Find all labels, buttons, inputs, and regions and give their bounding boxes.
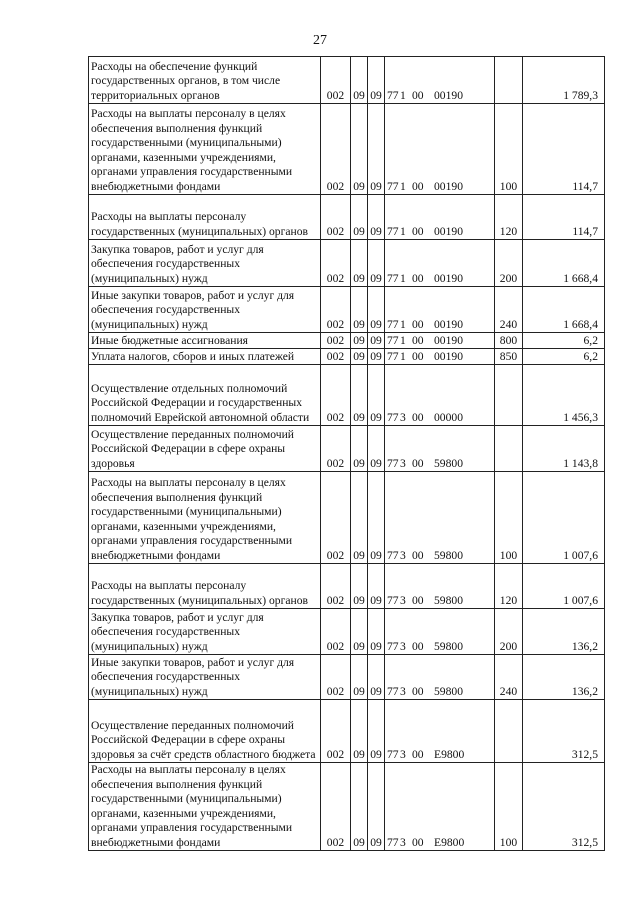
cs-part-b: 1: [400, 333, 406, 347]
row-pr: 09: [368, 195, 385, 240]
table-row: [89, 609, 605, 655]
cs-part-d: 00000: [434, 410, 463, 424]
row-cs: [385, 472, 495, 564]
row-amount: 136,2: [523, 609, 605, 655]
row-rz: 09: [351, 195, 368, 240]
cs-part-a: 77: [387, 548, 399, 562]
row-rz: 09: [351, 655, 368, 700]
row-cs: [385, 104, 495, 195]
cs-part-a: 77: [387, 317, 399, 331]
row-grbs: 002: [321, 472, 351, 564]
row-name: Расходы на обеспечение функций государственных органов, в том числе территориальных органов: [89, 57, 321, 104]
row-vr: 200: [495, 240, 523, 287]
row-cs: [385, 333, 495, 349]
table-row: [89, 700, 605, 763]
row-name: Осуществление переданных полномочий Российской Федерации в сфере охраны здоровья: [89, 426, 321, 472]
row-rz: 09: [351, 333, 368, 349]
row-pr: 09: [368, 240, 385, 287]
row-vr: 240: [495, 287, 523, 333]
row-grbs: 002: [321, 655, 351, 700]
table-row: [89, 564, 605, 609]
row-grbs: 002: [321, 57, 351, 104]
cs-part-d: 00190: [434, 88, 463, 102]
table-row: [89, 57, 605, 104]
row-grbs: 002: [321, 240, 351, 287]
cs-part-c: 00: [412, 548, 424, 562]
row-grbs: 002: [321, 349, 351, 365]
row-cs: [385, 195, 495, 240]
row-grbs: 002: [321, 287, 351, 333]
row-vr: 120: [495, 564, 523, 609]
row-cs: [385, 564, 495, 609]
row-cs: [385, 349, 495, 365]
cs-part-c: 00: [412, 684, 424, 698]
cs-part-a: 77: [387, 88, 399, 102]
cs-part-b: 3: [400, 456, 406, 470]
cs-part-d: 00190: [434, 349, 463, 363]
row-grbs: 002: [321, 104, 351, 195]
row-name: Уплата налогов, сборов и иных платежей: [89, 349, 321, 365]
row-amount: 1 007,6: [523, 472, 605, 564]
row-pr: 09: [368, 104, 385, 195]
row-cs: [385, 240, 495, 287]
cs-part-a: 77: [387, 333, 399, 347]
cs-part-a: 77: [387, 593, 399, 607]
table-row: [89, 426, 605, 472]
row-name: Расходы на выплаты персоналу в целях обеспечения выполнения функций государственными (муниципальными) органами, казенными учреждениями, органами управления государственными внебюджетными фондами: [89, 763, 321, 851]
table-row: [89, 349, 605, 365]
cs-part-c: 00: [412, 456, 424, 470]
row-rz: 09: [351, 240, 368, 287]
row-grbs: 002: [321, 763, 351, 851]
row-rz: 09: [351, 472, 368, 564]
table-row: [89, 763, 605, 851]
cs-part-a: 77: [387, 224, 399, 238]
row-rz: 09: [351, 104, 368, 195]
row-rz: 09: [351, 287, 368, 333]
row-amount: 114,7: [523, 104, 605, 195]
table-row: [89, 333, 605, 349]
row-amount: 1 007,6: [523, 564, 605, 609]
row-name: Закупка товаров, работ и услуг для обеспечения государственных (муниципальных) нужд: [89, 240, 321, 287]
cs-part-c: 00: [412, 88, 424, 102]
cs-part-b: 1: [400, 224, 406, 238]
row-pr: 09: [368, 287, 385, 333]
cs-part-d: 59800: [434, 593, 463, 607]
table-row: [89, 240, 605, 287]
table-row: [89, 472, 605, 564]
cs-part-c: 00: [412, 333, 424, 347]
cs-part-a: 77: [387, 410, 399, 424]
row-rz: 09: [351, 349, 368, 365]
row-amount: 1 143,8: [523, 426, 605, 472]
row-rz: 09: [351, 365, 368, 426]
table-row: [89, 195, 605, 240]
row-pr: 09: [368, 426, 385, 472]
budget-table: [88, 56, 605, 851]
row-pr: 09: [368, 472, 385, 564]
row-pr: 09: [368, 564, 385, 609]
cs-part-d: 00190: [434, 271, 463, 285]
cs-part-d: 59800: [434, 456, 463, 470]
row-amount: 1 668,4: [523, 240, 605, 287]
row-vr: 200: [495, 609, 523, 655]
row-pr: 09: [368, 349, 385, 365]
row-name: Осуществление переданных полномочий Российской Федерации в сфере охраны здоровья за счёт средств областного бюджета: [89, 700, 321, 763]
row-name: Расходы на выплаты персоналу государственных (муниципальных) органов: [89, 564, 321, 609]
cs-part-d: E9800: [434, 835, 465, 849]
cs-part-c: 00: [412, 410, 424, 424]
cs-part-c: 00: [412, 179, 424, 193]
cs-part-a: 77: [387, 179, 399, 193]
row-vr: 100: [495, 472, 523, 564]
row-grbs: 002: [321, 426, 351, 472]
cs-part-b: 3: [400, 410, 406, 424]
cs-part-b: 3: [400, 548, 406, 562]
cs-part-b: 1: [400, 317, 406, 331]
cs-part-c: 00: [412, 747, 424, 761]
row-vr: 800: [495, 333, 523, 349]
row-cs: [385, 426, 495, 472]
cs-part-d: 59800: [434, 639, 463, 653]
row-amount: 312,5: [523, 700, 605, 763]
cs-part-b: 3: [400, 684, 406, 698]
row-amount: 1 668,4: [523, 287, 605, 333]
cs-part-c: 00: [412, 639, 424, 653]
row-pr: 09: [368, 365, 385, 426]
cs-part-c: 00: [412, 317, 424, 331]
row-pr: 09: [368, 700, 385, 763]
row-grbs: 002: [321, 365, 351, 426]
cs-part-c: 00: [412, 349, 424, 363]
row-name: Иные бюджетные ассигнования: [89, 333, 321, 349]
row-grbs: 002: [321, 700, 351, 763]
row-amount: 136,2: [523, 655, 605, 700]
cs-part-b: 1: [400, 271, 406, 285]
cs-part-d: 00190: [434, 333, 463, 347]
cs-part-b: 1: [400, 349, 406, 363]
row-vr: [495, 426, 523, 472]
row-cs: [385, 763, 495, 851]
row-grbs: 002: [321, 195, 351, 240]
row-rz: 09: [351, 426, 368, 472]
row-name: Расходы на выплаты персоналу в целях обеспечения выполнения функций государственными (муниципальными) органами, казенными учреждениями, органами управления государственными внебюджетными фондами: [89, 104, 321, 195]
row-rz: 09: [351, 700, 368, 763]
cs-part-c: 00: [412, 593, 424, 607]
row-cs: [385, 655, 495, 700]
cs-part-a: 77: [387, 684, 399, 698]
row-vr: 850: [495, 349, 523, 365]
row-amount: 312,5: [523, 763, 605, 851]
row-amount: 6,2: [523, 333, 605, 349]
row-cs: [385, 700, 495, 763]
row-grbs: 002: [321, 333, 351, 349]
cs-part-a: 77: [387, 747, 399, 761]
row-amount: 114,7: [523, 195, 605, 240]
row-vr: 100: [495, 104, 523, 195]
row-pr: 09: [368, 609, 385, 655]
row-pr: 09: [368, 57, 385, 104]
row-cs: [385, 609, 495, 655]
row-vr: [495, 365, 523, 426]
cs-part-b: 3: [400, 593, 406, 607]
cs-part-b: 1: [400, 88, 406, 102]
cs-part-d: 00190: [434, 317, 463, 331]
row-vr: 100: [495, 763, 523, 851]
row-vr: 240: [495, 655, 523, 700]
cs-part-c: 00: [412, 271, 424, 285]
row-cs: [385, 365, 495, 426]
cs-part-b: 3: [400, 835, 406, 849]
page-number: 27: [313, 33, 327, 48]
cs-part-a: 77: [387, 349, 399, 363]
row-cs: [385, 287, 495, 333]
row-amount: 1 456,3: [523, 365, 605, 426]
row-pr: 09: [368, 655, 385, 700]
row-rz: 09: [351, 763, 368, 851]
cs-part-c: 00: [412, 224, 424, 238]
row-vr: [495, 700, 523, 763]
budget-table-body: [89, 57, 605, 851]
cs-part-a: 77: [387, 271, 399, 285]
row-amount: 1 789,3: [523, 57, 605, 104]
row-rz: 09: [351, 564, 368, 609]
table-row: [89, 365, 605, 426]
row-pr: 09: [368, 763, 385, 851]
row-name: Осуществление отдельных полномочий Российской Федерации и государственных полномочий Еврейской автономной области: [89, 365, 321, 426]
cs-part-c: 00: [412, 835, 424, 849]
row-name: Расходы на выплаты персоналу в целях обеспечения выполнения функций государственными (муниципальными) органами, казенными учреждениями, органами управления государственными внебюджетными фондами: [89, 472, 321, 564]
table-row: [89, 104, 605, 195]
cs-part-d: 00190: [434, 179, 463, 193]
row-name: Иные закупки товаров, работ и услуг для обеспечения государственных (муниципальных) нужд: [89, 655, 321, 700]
row-grbs: 002: [321, 609, 351, 655]
row-name: Закупка товаров, работ и услуг для обеспечения государственных (муниципальных) нужд: [89, 609, 321, 655]
cs-part-b: 3: [400, 747, 406, 761]
row-vr: 120: [495, 195, 523, 240]
row-pr: 09: [368, 333, 385, 349]
cs-part-a: 77: [387, 835, 399, 849]
cs-part-d: E9800: [434, 747, 465, 761]
row-amount: 6,2: [523, 349, 605, 365]
cs-part-d: 59800: [434, 548, 463, 562]
cs-part-d: 00190: [434, 224, 463, 238]
row-rz: 09: [351, 609, 368, 655]
row-name: Иные закупки товаров, работ и услуг для обеспечения государственных (муниципальных) нужд: [89, 287, 321, 333]
cs-part-d: 59800: [434, 684, 463, 698]
row-cs: [385, 57, 495, 104]
cs-part-a: 77: [387, 639, 399, 653]
row-name: Расходы на выплаты персоналу государственных (муниципальных) органов: [89, 195, 321, 240]
row-grbs: 002: [321, 564, 351, 609]
row-vr: [495, 57, 523, 104]
cs-part-a: 77: [387, 456, 399, 470]
table-row: [89, 655, 605, 700]
row-rz: 09: [351, 57, 368, 104]
cs-part-b: 1: [400, 179, 406, 193]
table-row: [89, 287, 605, 333]
cs-part-b: 3: [400, 639, 406, 653]
